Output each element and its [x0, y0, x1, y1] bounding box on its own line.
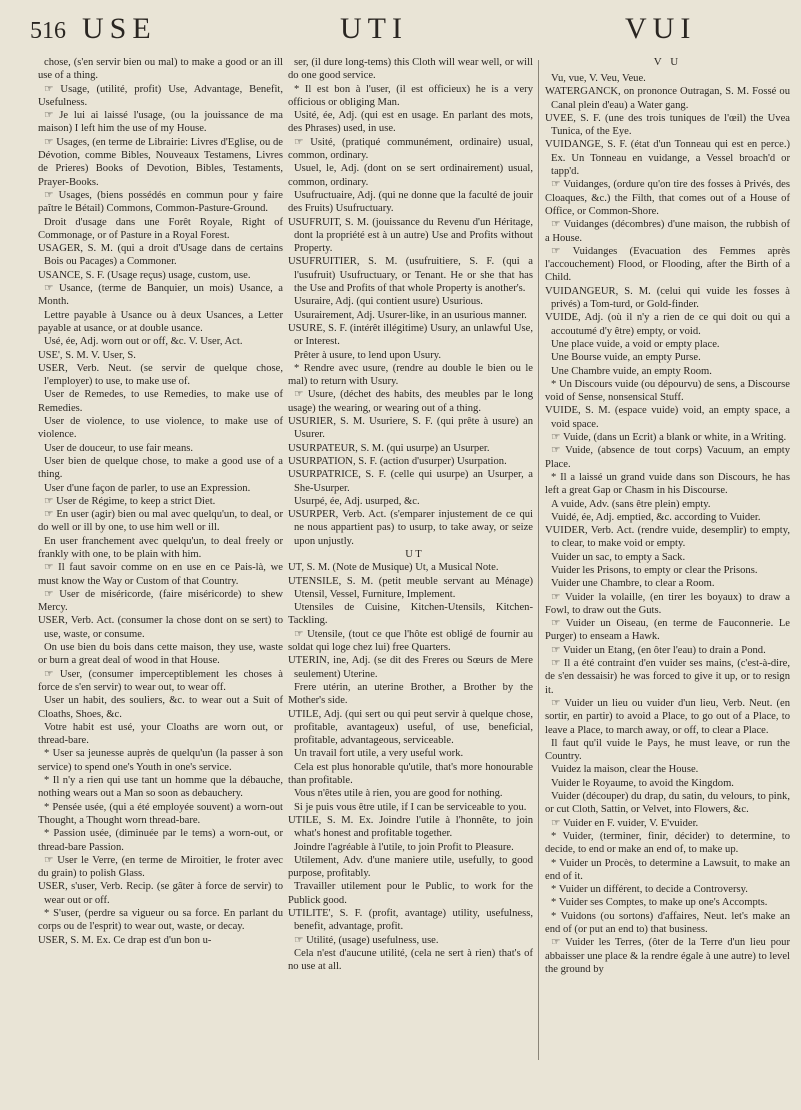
dictionary-entry: UTERIN, ine, Adj. (se dit des Freres ou Sœurs de Mere seulement) Uterine. — [288, 655, 533, 680]
entry-line: Vuider un sac, to empty a Sack. — [551, 551, 686, 563]
running-head-middle: UTI — [340, 12, 408, 45]
entry-line: Vuidé, ée, Adj. emptied, &c. according to Vuider. — [551, 511, 761, 523]
entry-line: Vous n'êtes utile à rien, you are good for nothing. — [294, 788, 503, 800]
entry-line: Vu, vue, V. Veu, Veue. — [551, 73, 646, 84]
entry-line: Votre habit est usé, your Cloaths are worn out, or thread-bare. — [38, 721, 283, 747]
entry-line: Un travail fort utile, a very useful work. — [294, 748, 464, 760]
entry-line: En user franchement avec quelqu'un, to deal freely or frankly with one, to be plain with him. — [38, 535, 283, 560]
entry-line: ☞ Vuide, (absence de tout corps) Vacuum, an empty Place. — [545, 445, 790, 470]
entry-line: Une Chambre vuide, an empty Room. — [551, 365, 712, 377]
entry-line: chose, (s'en servir bien ou mal) to make a good or an ill use of a thing. — [38, 57, 283, 82]
entry-line: ☞ Usure, (déchet des habits, des meubles par le long usage) the wearing, or wearing out of a thing. — [288, 389, 533, 414]
dictionary-entry: UTILITE', S. F. (profit, avantage) utility, usefulness, benefit, advantage, profit. — [288, 908, 533, 933]
entry-line: Vuider le Royaume, to avoid the Kingdom. — [551, 777, 734, 789]
entry-line: ☞ Vuider un Etang, (en ôter l'eau) to drain a Pond. — [551, 644, 766, 656]
entry-line: User de Remedes, to use Remedies, to make use of Remedies. — [38, 389, 283, 414]
entry-line: ☞ Il a été contraint d'en vuider ses mains, (c'est-à-dire, de s'en dessaisir) he was forced to give it up, or to resign it. — [545, 658, 790, 696]
column-divider — [538, 60, 539, 1060]
entry-line: ☞ Usages, (en terme de Librairie: Livres d'Eglise, ou de Dévotion, comme Bibles, Nouveaux Testamens, Livres de Prieres) Books of Devotion, Bibles, Testaments, Prayer-Books. — [38, 136, 283, 188]
column-2 — [288, 56, 533, 973]
entry-line: ☞ Usité, (pratiqué communément, ordinaire) usual, common, ordinary. — [288, 136, 533, 162]
entry-line: Une Bourse vuide, an empty Purse. — [551, 352, 701, 364]
entry-line: U T — [405, 548, 422, 560]
dictionary-entry: VUIDE, S. M. (espace vuide) void, an empty space, a void space. — [545, 405, 790, 430]
entry-line: ☞ Vuidanges, (ordure qu'on tire des fosses à Privés, des Cloaques, &c.) the Filth, that comes out of a House of Office, or Common-Shore. — [545, 179, 790, 217]
entry-line: ☞ Vuidanges (décombres) d'une maison, the rubbish of a House. — [545, 219, 790, 244]
entry-line: * Passion usée, (diminuée par le tems) a worn-out, or thread-bare Passion. — [38, 828, 283, 853]
entry-line: ☞ Je lui ai laissé l'usage, (ou la jouissance de ma maison) I left him the use of my House. — [38, 110, 283, 135]
entry-line: ser, (il dure long-tems) this Cloth will wear well, or will do one good service. — [288, 57, 533, 82]
entry-line: ☞ En user (agir) bien ou mal avec quelqu'un, to deal, or do well or ill by one, to use him well or ill. — [38, 509, 283, 534]
dictionary-entry: VUIDE, Adj. (où il n'y a rien de ce qui doit ou qui a accoutumé d'y être) empty, or void. — [545, 312, 790, 337]
dictionary-entry: USER, Verb. Neut. (se servir de quelque chose, l'employer) to use, to make use of. — [38, 362, 283, 388]
entry-line: Utilement, Adv. d'une maniere utile, usefully, to good purpose, profitably. — [288, 854, 533, 880]
entry-line: ☞ User, (consumer imperceptiblement les choses à force de s'en servir) to wear out, to wear off. — [38, 668, 283, 693]
column-1 — [38, 56, 283, 947]
entry-line: Travailler utilement pour le Public, to work for the Publick good. — [288, 881, 533, 906]
entry-line: Frere utérin, an uterine Brother, a Brother by the Mother's side. — [288, 681, 533, 707]
entry-line: ☞ Usage, (utilité, profit) Use, Advantage, Benefit, Usefulness. — [38, 83, 283, 108]
entry-line: * Vuider un Procès, to determine a Lawsuit, to make an end of it. — [545, 857, 790, 882]
dictionary-entry: USURIER, S. M. Usuriere, S. F. (qui prête à usure) an Usurer. — [288, 416, 533, 441]
entry-line: Une place vuide, a void or empty place. — [551, 338, 720, 350]
dictionary-entry: UT, S. M. (Note de Musique) Ut, a Musical Note. — [288, 562, 499, 574]
entry-line: User un habit, des souliers, &c. to wear out a Suit of Cloaths, Shoes, &c. — [38, 695, 283, 720]
dictionary-entry: UTENSILE, S. M. (petit meuble servant au Ménage) Utensil, Vessel, Furniture, Implement. — [288, 575, 533, 600]
dictionary-entry: USURE, S. F. (intérêt illégitime) Usury, an unlawful Use, or Interest. — [288, 322, 533, 348]
entry-line: Joindre l'agréable à l'utile, to join Profit to Pleasure. — [294, 841, 514, 853]
entry-line: User bien de quelque chose, to make a good use of a thing. — [38, 455, 283, 481]
dictionary-entry: USUFRUITIER, S. M. (usufruitiere, S. F. (qui a l'usufruit) Usufructuary, or Tenant. He or she that has the Use and Profits of that whole Property is another's. — [288, 256, 533, 295]
entry-line: * Pensée usée, (qui a été employée souvent) a worn-out Thought, a Thought worn thread-bare. — [38, 801, 283, 826]
column-3 — [545, 72, 790, 976]
entry-line: * Vuider ses Comptes, to make up one's Accompts. — [551, 897, 768, 909]
entry-line: * Vuider un différent, to decide a Controversy. — [551, 884, 748, 896]
entry-line: User de violence, to use violence, to make use of violence. — [38, 416, 283, 441]
entry-line: Lettre payable à Usance ou à deux Usances, a Letter payable at usance, or at double usance. — [38, 309, 283, 334]
entry-line: A vuide, Adv. (sans être plein) empty. — [551, 498, 711, 510]
dictionary-entry: UTILE, Adj. (qui sert ou qui peut servir à quelque chose, profitable, avantageux) useful, of use, beneficial, profitable, advantageous, serviceable. — [288, 708, 533, 747]
entry-line: ☞ Vuide, (dans un Ecrit) a blank or white, in a Writing. — [551, 432, 787, 444]
entry-line: ☞ Vuider en F. vuider, V. E'vuider. — [551, 817, 699, 829]
dictionary-entry: VUIDANGEUR, S. M. (celui qui vuide les fosses à privés) a Tom-turd, or Gold-finder. — [545, 285, 790, 311]
entry-line: * User sa jeunesse auprès de quelqu'un (la passer à son service) to spend one's Youth in one's service. — [38, 748, 283, 773]
dictionary-entry: USER, s'user, Verb. Recip. (se gâter à force de servir) to wear out or off. — [38, 881, 283, 906]
running-head-right: VUI — [625, 12, 697, 45]
entry-line: Vuider (découper) du drap, du satin, du velours, to pink, or cut Cloth, Sattin, or Velvet, into Flowers, &c. — [545, 791, 790, 816]
entry-line: Droit d'usage dans une Forêt Royale, Right of Commonage, or of Pasture in a Royal Forest. — [38, 216, 283, 241]
entry-line: Usurpé, ée, Adj. usurped, &c. — [294, 495, 420, 507]
entry-line: ☞ Vuidanges (Evacuation des Femmes après l'accouchement) Flood, or Flooding, after the Birth of a Child. — [545, 245, 790, 284]
entry-line: ☞ User le Verre, (en terme de Miroitier, le froter avec du grain) to polish Glass. — [38, 854, 283, 880]
entry-line: Il faut qu'il vuide le Pays, he must leave, or run the Country. — [545, 737, 790, 763]
entry-line: * Rendre avec usure, (rendre au double le bien ou le mal) to return with Usury. — [288, 362, 533, 388]
entry-line: Vuider les Prisons, to empty or clear the Prisons. — [551, 564, 758, 576]
entry-line: ☞ Vuider la volaille, (en tirer les boyaux) to draw a Fowl, to draw out the Guts. — [545, 591, 790, 616]
entry-line: * Il n'y a rien qui use tant un homme que la débauche, nothing wears out a Man so soon as debauchery. — [38, 775, 283, 800]
dictionary-entry: USURPER, Verb. Act. (s'emparer injustement de ce qui ne nous appartient pas) to usurp, to take away, or seize upon unjustly. — [288, 509, 533, 547]
entry-line: Usuel, le, Adj. (dont on se sert ordinairement) usual, common, ordinary. — [288, 163, 533, 188]
dictionary-entry: USANCE, S. F. (Usage reçus) usage, custom, use. — [38, 269, 251, 281]
entry-line: Utensiles de Cuisine, Kitchen-Utensils, Kitchen-Tackling. — [288, 602, 533, 627]
entry-line: Usité, ée, Adj. (qui est en usage. En parlant des mots, des Phrases) used, in use. — [288, 110, 533, 135]
entry-line: Usufructuaire, Adj. (qui ne donne que la faculté de jouir des Fruits) Usufructuary. — [288, 189, 533, 215]
entry-line: ☞ User de Régime, to keep a strict Diet. — [44, 495, 216, 507]
dictionary-entry: USER, Verb. Act. (consumer la chose dont on se sert) to use, waste, or consume. — [38, 615, 283, 640]
entry-line: ☞ Utilité, (usage) usefulness, use. — [294, 934, 439, 946]
entry-line: * Vuider, (terminer, finir, décider) to determine, to decide, to end or make an end of, to make up. — [545, 830, 790, 856]
entry-line: Usuraire, Adj. (qui contient usure) Usurious. — [294, 296, 483, 308]
entry-line: * Un Discours vuide (ou dépourvu) de sens, a Discourse void of Sense, nonsensical Stuff. — [545, 378, 790, 404]
entry-line: ☞ Il faut savoir comme on en use en ce Pais-là, we must know the Way or Custom of that Country. — [38, 562, 283, 587]
entry-line: Prêter à usure, to lend upon Usury. — [294, 349, 442, 361]
entry-line: Usurairement, Adj. Usurer-like, in an usurious manner. — [294, 309, 527, 321]
entry-line: Cela est plus honorable qu'utile, that's more honourable than profitable. — [288, 761, 533, 787]
entry-line: ☞ Vuider les Terres, (ôter de la Terre d'un lieu pour abbaisser une place & la rendre égale à une autre) to level the ground by — [545, 937, 791, 975]
dictionary-entry: USE', S. M. V. User, S. — [38, 349, 136, 361]
dictionary-entry: USAGER, S. M. (qui a droit d'Usage dans de certains Bois ou Pacages) a Commoner. — [38, 243, 283, 268]
dictionary-entry: UTILE, S. M. Ex. Joindre l'utile à l'honnête, to join what's honest and profitable together. — [288, 814, 533, 840]
entry-line: Si je puis vous être utile, if I can be serviceable to you. — [294, 801, 527, 813]
dictionary-entry: WATERGANCK, on prononce Outragan, S. M. Fossé ou Canal plein d'eau) a Water gang. — [545, 86, 790, 111]
entry-line: User d'une façon de parler, to use an Expression. — [44, 482, 251, 494]
dictionary-entry: USUFRUIT, S. M. (jouissance du Revenu d'un Héritage, dont la propriété est à un autre) Use and Profits without Property. — [288, 216, 533, 255]
entry-line: ☞ Usance, (terme de Banquier, un mois) Usance, a Month. — [38, 283, 283, 308]
entry-line: ☞ Vuider un Oiseau, (en terme de Fauconnerie. Le Purger) to enseam a Hawk. — [545, 618, 790, 643]
dictionary-entry: USER, S. M. Ex. Ce drap est d'un bon u- — [38, 934, 212, 946]
entry-line: ☞ Utensile, (tout ce que l'hôte est obligé de fournir au soldat qui loge chez lui) free Quarters. — [288, 628, 533, 654]
dictionary-entry: VUIDANGE, S. F. (état d'un Tonneau qui est en perce.) Ex. Un Tonneau en vuidange, a Vessel broach'd or tapp'd. — [545, 139, 790, 178]
entry-line: * S'user, (perdre sa vigueur ou sa force. En parlant du corps ou de l'esprit) to wear out, waste, or decay. — [38, 908, 283, 933]
section-heading-vu: V U — [653, 56, 682, 68]
entry-line: * Il est bon à l'user, (il est officieux) he is a very officious or obliging Man. — [288, 83, 533, 108]
dictionary-entry: UVEE, S. F. (une des trois tuniques de l'œil) the Uvea Tunica, of the Eye. — [545, 112, 790, 138]
dictionary-entry: USURPATRICE, S. F. (celle qui usurpe) an Usurper, a She-Usurper. — [288, 469, 533, 494]
entry-line: ☞ Vuider un lieu ou vuider d'un lieu, Verb. Neut. (en sortir, en partir) to avoid a Place, to go out of a Place, to leave a Place, to march away, or off, to clear a Place. — [545, 697, 790, 736]
entry-line: Vuidez la maison, clear the House. — [551, 764, 699, 776]
dictionary-entry: USURPATION, S. F. (action d'usurper) Usurpation. — [288, 455, 507, 467]
dictionary-entry: VUIDER, Verb. Act. (rendre vuide, desemplir) to empty, to clear, to make void or empty. — [545, 525, 790, 550]
entry-line: * Il a laissé un grand vuide dans son Discours, he has left a great Gap or Chasm in his Discourse. — [545, 471, 790, 497]
running-head-left: USE — [82, 12, 157, 45]
entry-line: Cela n'est d'aucune utilité, (cela ne sert à rien) that's of no use at all. — [288, 947, 533, 973]
entry-line: User de douceur, to use fair means. — [44, 442, 194, 454]
entry-line: Usé, ée, Adj. worn out or off, &c. V. User, Act. — [44, 336, 243, 348]
entry-line: * Vuidons (ou sortons) d'affaires, Neut. let's make an end of (or put an end to) that business. — [545, 910, 790, 935]
entry-line: ☞ Usages, (biens possédés en commun pour y faire paître le Bétail) Commons, Common-Pasture-Ground. — [38, 189, 283, 215]
dictionary-entry: USURPATEUR, S. M. (qui usurpe) an Usurper. — [288, 442, 490, 454]
entry-line: Vuider une Chambre, to clear a Room. — [551, 578, 715, 590]
entry-line: ☞ User de miséricorde, (faire miséricorde) to shew Mercy. — [38, 588, 283, 614]
page-number: 516 — [30, 18, 66, 44]
entry-line: On use bien du bois dans cette maison, they use, waste or burn a great deal of wood in that House. — [38, 642, 283, 667]
